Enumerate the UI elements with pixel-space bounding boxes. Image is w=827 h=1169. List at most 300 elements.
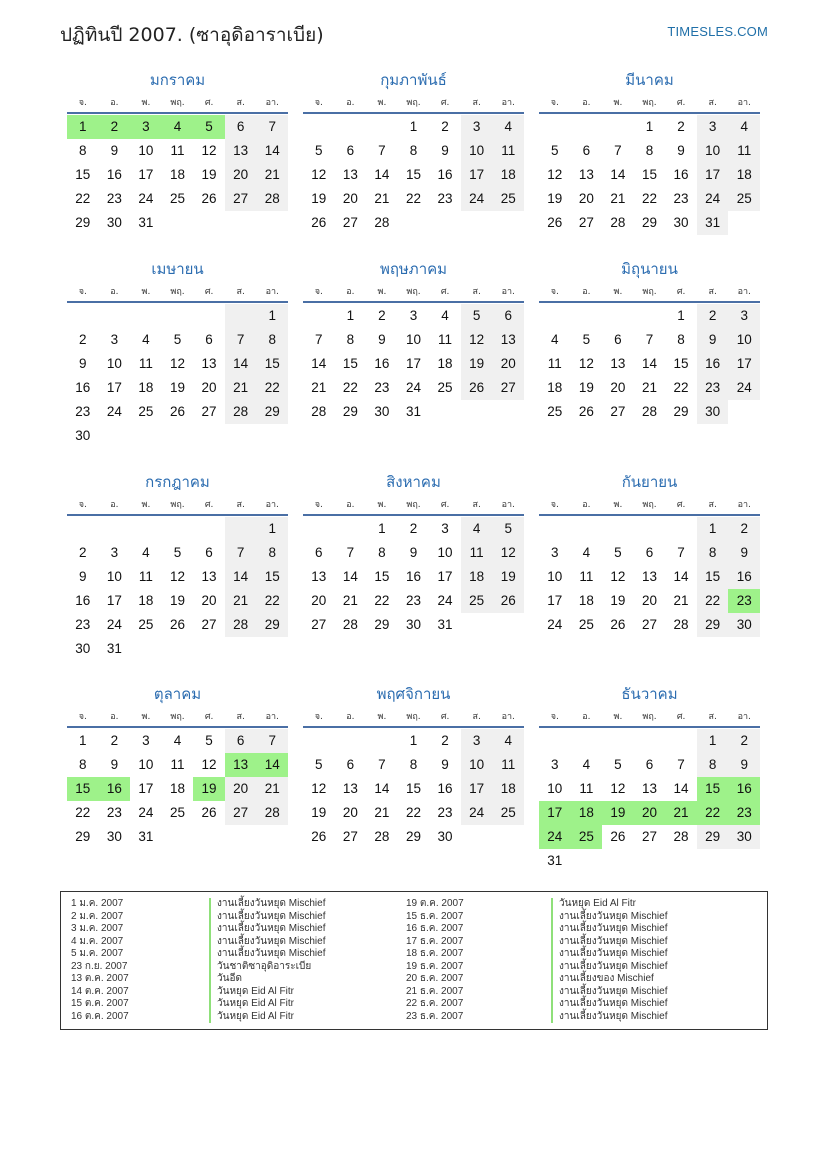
day-cell: 8 [256,541,288,565]
day-cell: 28 [342,617,358,632]
weekday-label: พฤ. [406,98,421,108]
weekday-label: ศ. [204,287,214,297]
day-cell: 15 [342,356,358,371]
month-4 [67,259,288,448]
weekday-header [539,96,760,114]
day-cell: 5 [582,332,591,347]
day-cell: 24 [539,825,571,849]
day-cell: 23 [75,617,91,632]
day-cell: 16 [728,565,760,589]
day-cell: 4 [582,757,591,772]
day-cell: 15 [75,167,91,182]
day-cell: 8 [697,753,729,777]
month-3 [539,70,760,235]
weekday-label: จ. [78,712,87,722]
day-cell: 21 [256,163,288,187]
weekday-label: พ. [377,712,387,722]
day-cell: 10 [461,139,493,163]
day-cell: 10 [106,356,122,371]
day-cell: 23 [437,191,453,206]
day-cell: 1 [79,733,87,748]
day-cell: 9 [409,545,418,560]
weekday-label: ส. [236,712,245,722]
day-cell: 31 [138,215,154,230]
day-cell: 13 [311,569,327,584]
day-cell: 7 [677,545,685,560]
day-cell: 23 [405,593,421,608]
day-cell: 25 [138,404,154,419]
day-cell: 27 [342,829,358,844]
day-cell: 8 [409,757,418,772]
day-cell: 24 [138,805,154,820]
day-cell: 16 [697,352,729,376]
day-cell: 20 [492,352,524,376]
legend-date: 3 ม.ค. 2007 [71,923,124,934]
day-cell: 11 [461,541,493,565]
day-cell: 1 [378,521,386,536]
day-cell: 22 [405,191,421,206]
day-grid [539,115,760,235]
day-cell: 6 [315,545,323,560]
day-cell: 8 [378,545,386,560]
day-cell: 13 [641,781,657,796]
month-name: กันยายน [621,473,678,491]
day-grid [67,517,288,661]
day-cell: 22 [256,376,288,400]
day-cell: 6 [205,332,213,347]
day-cell: 3 [142,733,150,748]
day-cell: 18 [138,593,154,608]
weekday-label: พฤ. [642,287,657,297]
day-cell: 16 [374,356,390,371]
weekday-label: จ. [314,287,323,297]
day-cell: 26 [201,191,217,206]
day-cell: 30 [106,215,122,230]
day-cell: 2 [378,308,386,323]
weekday-header [67,710,288,728]
day-cell: 21 [342,593,358,608]
day-cell: 15 [673,356,689,371]
legend-date: 15 ธ.ค. 2007 [406,910,464,922]
day-cell: 28 [374,829,390,844]
day-cell: 12 [311,781,327,796]
day-cell: 1 [409,733,418,748]
day-cell: 31 [697,211,729,235]
day-cell: 6 [225,115,257,139]
day-cell: 3 [130,115,162,139]
day-cell: 24 [106,404,122,419]
legend-date: 17 ธ.ค. 2007 [406,935,464,947]
day-cell: 25 [461,589,493,613]
empty-day-cell [571,304,603,328]
day-cell: 2 [79,332,87,347]
weekday-label: ส. [236,500,245,510]
weekday-label: จ. [314,500,323,510]
day-cell: 16 [437,167,453,182]
legend-holiday-name: งานเลี้ยงวันหยุด Mischief [209,923,406,936]
month-name: มีนาคม [625,71,674,89]
day-cell: 14 [256,139,288,163]
empty-day-cell [303,115,335,139]
day-cell: 18 [547,380,563,395]
weekday-label: จ. [78,287,87,297]
day-cell: 14 [610,167,626,182]
weekday-header [539,498,760,516]
day-cell: 3 [551,757,559,772]
day-cell: 30 [437,829,453,844]
weekday-header [539,710,760,728]
day-cell: 21 [673,593,689,608]
legend-holiday-name: วันหยุด Eid Al Fitr [551,898,751,911]
day-cell: 9 [110,143,119,158]
weekday-label: ศ. [204,500,214,510]
day-grid [539,729,760,873]
day-cell: 5 [193,115,225,139]
empty-day-cell [665,729,697,753]
day-cell: 19 [311,805,327,820]
weekday-label: อ. [110,500,119,510]
day-cell: 2 [728,517,760,541]
day-cell: 28 [673,617,689,632]
day-cell: 28 [256,187,288,211]
day-cell: 5 [173,332,182,347]
empty-day-cell [602,304,634,328]
weekday-label: ส. [472,98,481,108]
day-cell: 7 [378,757,386,772]
day-cell: 3 [110,545,119,560]
day-cell: 25 [169,191,185,206]
day-cell: 6 [492,304,524,328]
legend-date: 5 ม.ค. 2007 [71,948,124,959]
day-cell: 14 [673,569,689,584]
day-cell: 1 [697,517,729,541]
weekday-label: พฤ. [170,500,185,510]
day-cell: 26 [610,617,626,632]
empty-day-cell [634,517,666,541]
day-cell: 13 [225,139,257,163]
day-cell: 28 [256,801,288,825]
legend-date: 16 ธ.ค. 2007 [406,923,464,934]
empty-day-cell [571,517,603,541]
day-cell: 10 [547,569,563,584]
empty-day-cell [99,517,131,541]
weekday-label: พฤ. [642,712,657,722]
day-cell: 29 [641,215,657,230]
month-1 [67,70,288,235]
weekday-label: ส. [708,287,717,297]
day-cell: 25 [492,187,524,211]
day-cell: 2 [110,733,119,748]
month-12 [539,684,760,873]
day-cell: 18 [728,163,760,187]
day-cell: 24 [547,617,563,632]
weekday-label: อา. [501,712,515,722]
legend-date: 20 ธ.ค. 2007 [406,973,464,984]
day-cell: 14 [673,781,689,796]
weekday-label: ศ. [440,287,450,297]
day-cell: 10 [437,545,453,560]
weekday-label: พ. [141,287,151,297]
day-cell: 23 [106,191,122,206]
day-cell: 20 [342,191,358,206]
day-cell: 21 [311,380,327,395]
day-cell: 22 [75,805,91,820]
day-cell: 4 [551,332,559,347]
day-cell: 2 [697,304,729,328]
day-cell: 12 [578,356,594,371]
legend-holiday-name: วันชาติซาอุดิอาระเบีย [209,961,406,974]
day-cell: 23 [728,801,760,825]
weekday-header [67,285,288,303]
day-cell: 17 [437,569,453,584]
legend-holiday-name: วันหยุด Eid Al Fitr [209,1011,406,1024]
month-10 [67,684,288,849]
day-cell: 14 [311,356,327,371]
day-cell: 13 [201,356,217,371]
day-cell: 17 [138,167,154,182]
day-cell: 16 [728,777,760,801]
day-cell: 14 [225,565,257,589]
day-cell: 31 [547,853,563,868]
day-cell: 25 [578,617,594,632]
weekday-label: พ. [613,98,623,108]
day-grid [67,729,288,849]
day-cell: 15 [641,167,657,182]
empty-day-cell [571,115,603,139]
day-cell: 30 [728,825,760,849]
weekday-label: พฤ. [170,287,185,297]
day-cell: 15 [67,777,99,801]
weekday-label: จ. [314,712,323,722]
day-cell: 15 [256,352,288,376]
day-cell: 7 [256,115,288,139]
legend-date: 13 ต.ค. 2007 [71,973,129,984]
day-cell: 28 [225,400,257,424]
empty-day-cell [634,729,666,753]
day-cell: 31 [405,404,421,419]
empty-day-cell [665,517,697,541]
day-cell: 5 [461,304,493,328]
weekday-header [539,285,760,303]
legend-date: 19 ต.ค. 2007 [406,898,464,909]
day-cell: 31 [106,641,122,656]
day-cell: 7 [645,332,654,347]
month-name: กรกฎาคม [145,473,210,491]
day-cell: 9 [697,328,729,352]
day-cell: 6 [225,729,257,753]
day-cell: 24 [106,617,122,632]
day-cell: 12 [610,569,626,584]
weekday-label: อ. [582,98,591,108]
day-cell: 21 [225,589,257,613]
day-cell: 22 [673,380,689,395]
day-cell: 8 [409,143,418,158]
legend-date: 14 ต.ค. 2007 [71,985,129,997]
day-cell: 22 [75,191,91,206]
weekday-label: พ. [377,98,387,108]
day-cell: 18 [492,777,524,801]
day-cell: 7 [225,541,257,565]
month-5 [303,259,524,424]
day-cell: 14 [256,753,288,777]
day-cell: 11 [579,781,594,796]
weekday-label: ศ. [440,500,450,510]
day-cell: 15 [256,565,288,589]
day-cell: 10 [106,569,122,584]
day-cell: 15 [405,167,421,182]
day-cell: 29 [697,613,729,637]
month-name: มกราคม [149,71,206,89]
legend-date: 18 ธ.ค. 2007 [406,948,464,959]
day-cell: 1 [645,119,654,134]
weekday-label: อ. [110,98,119,108]
day-cell: 10 [138,757,154,772]
day-cell: 31 [437,617,453,632]
day-grid [303,115,524,235]
day-cell: 8 [79,757,87,772]
day-cell: 13 [610,356,626,371]
empty-day-cell [225,517,257,541]
weekday-label: ศ. [676,287,686,297]
day-cell: 27 [641,617,657,632]
day-cell: 6 [645,545,654,560]
weekday-label: อา. [737,98,751,108]
day-cell: 18 [571,801,603,825]
day-cell: 12 [169,356,185,371]
day-cell: 10 [697,139,729,163]
day-cell: 3 [441,521,449,536]
day-cell: 19 [169,380,185,395]
day-cell: 11 [492,139,524,163]
day-cell: 28 [225,613,257,637]
day-cell: 29 [342,404,358,419]
day-grid [67,115,288,235]
day-cell: 26 [169,404,185,419]
day-cell: 20 [201,593,217,608]
day-cell: 17 [697,163,729,187]
month-name: พฤษภาคม [379,260,448,278]
day-cell: 18 [437,356,453,371]
empty-day-cell [539,517,571,541]
day-cell: 4 [492,115,524,139]
weekday-label: จ. [78,98,87,108]
legend-dates-right [406,898,551,1029]
day-cell: 10 [547,781,563,796]
day-cell: 22 [697,589,729,613]
weekday-label: อ. [110,287,119,297]
weekday-label: อ. [346,712,355,722]
weekday-header [303,285,524,303]
day-cell: 20 [578,191,594,206]
weekday-label: พฤ. [406,287,421,297]
day-cell: 24 [728,376,760,400]
day-cell: 5 [492,517,524,541]
day-cell: 19 [547,191,563,206]
brand-link[interactable]: TIMESLES.COM [667,24,768,39]
day-cell: 6 [346,143,355,158]
legend-holiday-name: งานเลี้ยงวันหยุด Mischief [209,911,406,924]
day-cell: 7 [225,328,257,352]
day-cell: 24 [697,187,729,211]
weekday-label: ส. [708,712,717,722]
day-cell: 4 [492,729,524,753]
legend-names-left [209,898,406,1029]
month-9 [539,472,760,637]
month-name: กุมภาพันธ์ [380,71,447,89]
day-cell: 22 [256,589,288,613]
day-cell: 11 [438,332,453,347]
day-cell: 30 [728,613,760,637]
weekday-label: ส. [708,98,717,108]
day-cell: 26 [311,215,327,230]
day-cell: 20 [634,801,666,825]
day-cell: 1 [256,304,288,328]
day-cell: 29 [673,404,689,419]
day-cell: 11 [492,753,524,777]
day-cell: 8 [677,332,685,347]
day-cell: 29 [256,613,288,637]
day-cell: 21 [256,777,288,801]
weekday-label: จ. [550,287,559,297]
day-cell: 5 [173,545,182,560]
month-name: ตุลาคม [153,685,202,703]
day-cell: 9 [677,143,685,158]
day-grid [539,517,760,637]
day-cell: 26 [547,215,563,230]
empty-day-cell [162,517,194,541]
weekday-label: อ. [110,712,119,722]
day-cell: 30 [75,428,91,443]
day-cell: 19 [610,593,626,608]
day-cell: 28 [610,215,626,230]
weekday-label: พ. [377,287,387,297]
month-name: พฤศจิกายน [376,685,451,703]
weekday-label: อา. [501,287,515,297]
day-cell: 9 [441,143,449,158]
day-cell: 25 [492,801,524,825]
day-cell: 14 [374,781,390,796]
day-cell: 31 [138,829,154,844]
empty-day-cell [130,304,162,328]
day-cell: 19 [201,167,217,182]
weekday-label: อ. [346,500,355,510]
day-cell: 27 [311,617,327,632]
day-cell: 9 [79,569,87,584]
legend-holiday-name: งานเลี้ยงของ Mischief [551,973,751,986]
day-cell: 11 [138,569,153,584]
month-8 [303,472,524,637]
day-cell: 14 [641,356,657,371]
day-cell: 26 [610,829,626,844]
day-cell: 4 [441,308,449,323]
day-cell: 23 [437,805,453,820]
weekday-header [303,96,524,114]
day-cell: 8 [645,143,654,158]
legend-holiday-name: งานเลี้ยงวันหยุด Mischief [551,923,751,936]
day-cell: 29 [256,400,288,424]
legend-date: 4 ม.ค. 2007 [71,935,124,947]
day-cell: 14 [374,167,390,182]
month-7 [67,472,288,661]
weekday-label: ศ. [676,98,686,108]
day-cell: 18 [169,781,185,796]
empty-day-cell [602,729,634,753]
day-grid [303,729,524,849]
day-cell: 29 [374,617,390,632]
day-cell: 18 [169,167,185,182]
weekday-label: พ. [141,712,151,722]
legend-date: 2 ม.ค. 2007 [71,910,124,922]
